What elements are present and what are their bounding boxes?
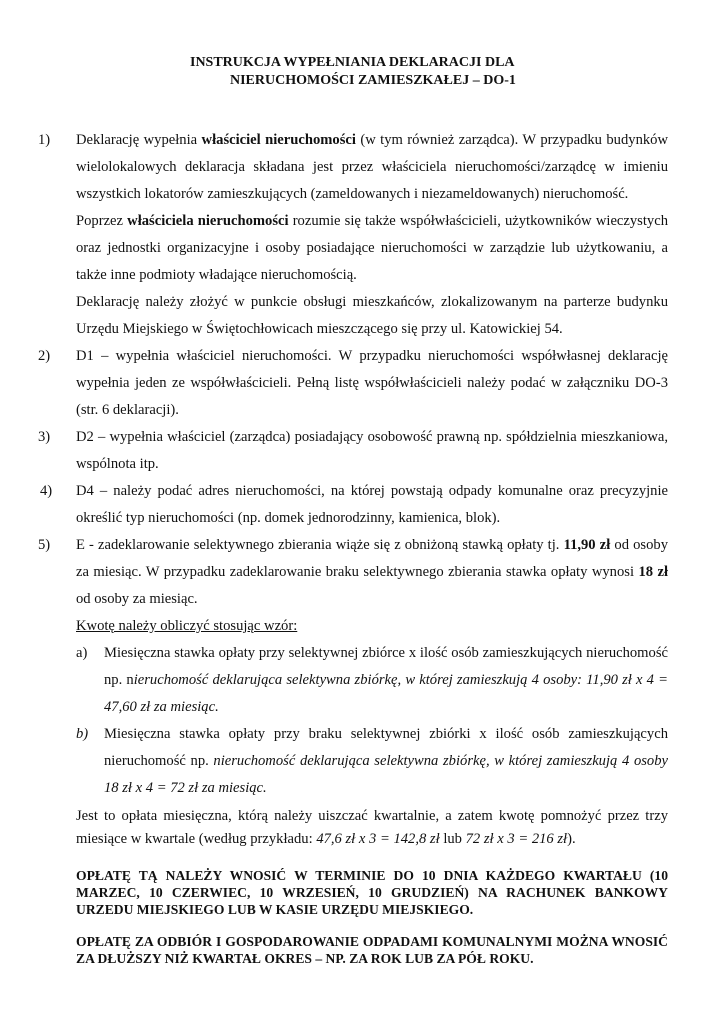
example-b-text: [104, 721, 668, 802]
text: Jest to opłata miesięczna, którą należy uiszczać kwartalnie, a zatem kwotę pomnożyć przez trzy miesiące w kwartale (według przykładu:: [76, 808, 668, 847]
text: rozumie się także współwłaścicieli, użytkowników wieczystych oraz jednostki organizacyjne i osoby posiadające nieruchomości w zarządzie lub użytkowaniu, a także inne podmioty władające nieruchomością.: [76, 213, 668, 283]
text: Miesięczna stawka opłaty przy braku selektywnej zbiórki x ilość osób zamieszkujących nieruchomość np.: [104, 726, 668, 769]
payment-deadline-notice: OPŁATĘ TĄ NALEŻY WNOSIĆ W TERMINIE DO 10 DNIA KAŻDEGO KWARTAŁU (10 MARZEC, 10 CZERWIEC, 10 WRZESIEŃ, 10 GRUDZIEŃ) NA RACHUNEK BANKOWY URZEDU MIEJSKIEGO LUB W KASIE URZĘDU MIEJSKIEGO.: [76, 868, 668, 917]
instruction-item-5: [38, 532, 668, 802]
instruction-item-4: [38, 478, 668, 532]
text: lub: [439, 831, 466, 847]
bold-text: 11,90 zł: [563, 537, 611, 553]
italic-text: ieruchomość deklarująca selektywna zbiórkę, w której zamieszkują 4 osoby: 11,90 zł x 4 = 47,60 zł za miesiąc.: [104, 672, 669, 715]
item-number: 3): [38, 429, 51, 445]
example-b: [76, 721, 668, 802]
text: Deklarację wypełnia: [76, 132, 202, 148]
item-1-paragraph-3: Deklarację należy złożyć w punkcie obsługi mieszkańców, zlokalizowanym na parterze budynku Urzędu Miejskiego w Świętochłowicach mieszczącego się przy ul. Katowickiej 54.: [76, 294, 668, 337]
item-number: 5): [38, 537, 51, 553]
payment-period-notice: OPŁATĘ ZA ODBIÓR I GOSPODAROWANIE ODPADAMI KOMUNALNYMI MOŻNA WNOSIĆ ZA DŁUŻSZY NIŻ KWARTAŁ OKRES – NP. ZA ROK LUB ZA PÓŁ ROKU.: [76, 934, 668, 966]
text: (w tym również zarządca). W przypadku budynków wielolokalowych deklaracja składana jest przez właściciela nieruchomości/zarządcę w imieniu wszystkich lokatorów zamieszkujących (zameldowanych i niezameldowanych) nieruchomość.: [76, 132, 668, 202]
bold-text: 18 zł: [638, 564, 668, 580]
text: E - zadeklarowanie selektywnego zbierania wiąże się z obniżoną stawką opłaty tj.: [76, 537, 564, 553]
item-4-text: D4 – należy podać adres nieruchomości, na której powstają odpady komunalne oraz precyzyjnie określić typ nieruchomości (np. domek jednorodzinny, kamienica, blok).: [76, 483, 668, 526]
italic-text: nieruchomość deklarująca selektywna zbiórkę, w której zamieszkują 4 osoby 18 zł x 4 = 72 zł za miesiąc.: [104, 753, 668, 796]
item-number: 4): [40, 483, 53, 499]
example-a: [76, 640, 668, 721]
sub-letter: a): [76, 645, 88, 661]
instruction-item-3: [38, 424, 668, 478]
item-1-paragraph-2: [76, 208, 668, 289]
instruction-item-2: [38, 343, 668, 424]
text: od osoby za miesiąc. W przypadku zadeklarowanie braku selektywnego zbierania stawka opłaty wynosi: [76, 537, 668, 580]
item-1-paragraph-1: [76, 127, 668, 208]
formula-heading: Kwotę należy obliczyć stosując wzór:: [76, 618, 298, 634]
item-number: 2): [38, 348, 51, 364]
bold-text: właściciela nieruchomości: [127, 213, 289, 229]
text: od osoby za miesiąc.: [76, 591, 198, 607]
item-5-text: [76, 532, 668, 613]
text: Poprzez: [76, 213, 128, 229]
bold-text: właściciel nieruchomości: [201, 132, 356, 148]
instruction-list: [38, 127, 668, 802]
italic-text: 72 zł x 3 = 216 zł: [465, 831, 568, 847]
title-line-2: NIERUCHOMOŚCI ZAMIESZKAŁEJ – DO-1: [230, 73, 516, 88]
example-a-text: [104, 640, 668, 721]
italic-text: 47,6 zł x 3 = 142,8 zł: [316, 831, 440, 847]
text: Miesięczna stawka opłaty przy selektywnej zbiórce x ilość osób zamieszkujących nieruchomość np. n: [104, 645, 668, 688]
title-line-1: INSTRUKCJA WYPEŁNIANIA DEKLARACJI DLA: [190, 55, 515, 70]
item-number: 1): [38, 132, 51, 148]
sub-letter: b): [76, 726, 89, 742]
instruction-item-1: [38, 127, 668, 343]
item-3-text: D2 – wypełnia właściciel (zarządca) posiadający osobowość prawną np. spółdzielnia mieszkaniowa, wspólnota itp.: [76, 429, 668, 472]
text: ).: [567, 831, 576, 847]
quarterly-note: [76, 805, 668, 851]
item-2-text: D1 – wypełnia właściciel nieruchomości. W przypadku nieruchomości współwłasnej deklarację wypełnia jeden ze współwłaścicieli. Pełną listę współwłaścicieli należy podać w załączniku DO-3 (str. 6 deklaracji).: [76, 348, 668, 418]
